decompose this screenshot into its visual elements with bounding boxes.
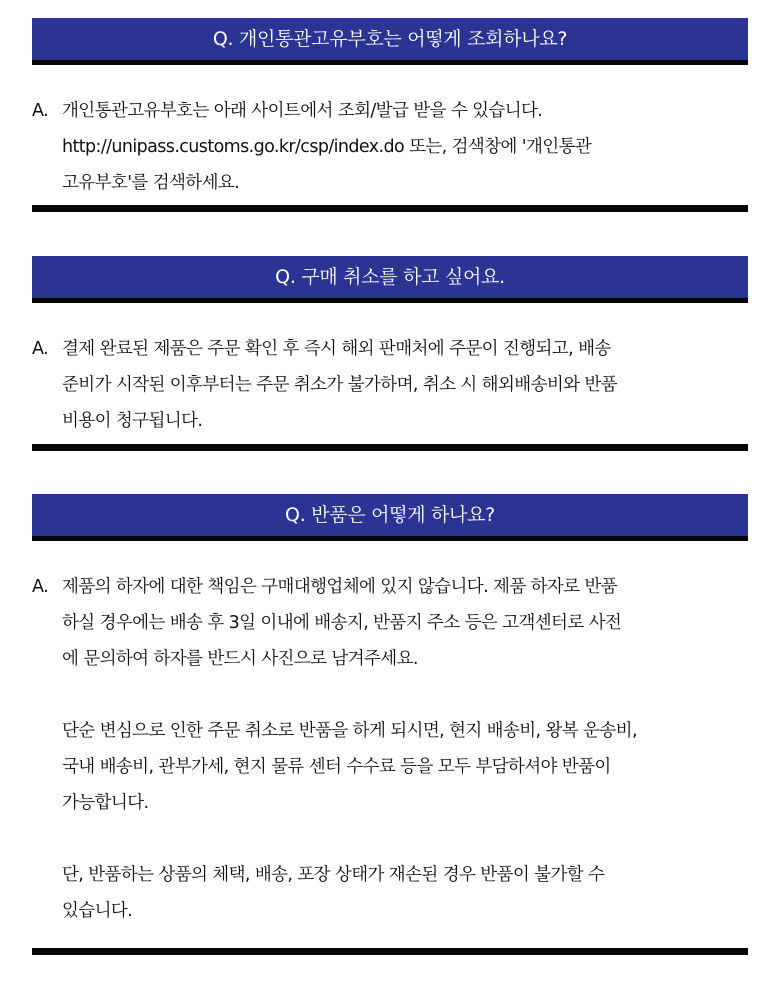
section-divider [32, 205, 748, 212]
question-heading: Q. 구매 취소를 하고 싶어요. [32, 256, 748, 303]
answer-marker: A. [32, 577, 49, 597]
answer-marker: A. [32, 101, 49, 121]
answer-line: http://unipass.customs.go.kr/csp/index.do 또는, 검색창에 '개인통관 [62, 137, 592, 157]
answer-line: 결제 완료된 제품은 주문 확인 후 즉시 해외 판매처에 주문이 진행되고, 배송 [62, 339, 611, 359]
paragraph-spacer [62, 677, 748, 713]
section-divider [32, 444, 748, 451]
answer-line: 고유부호'를 검색하세요. [62, 173, 240, 193]
answer-line: 하실 경우에는 배송 후 3일 이내에 배송지, 반품지 주소 등은 고객센터로 사전 [62, 613, 622, 633]
faq-item-returns [32, 494, 748, 929]
answer-line: 국내 배송비, 관부가세, 현지 물류 센터 수수료 등을 모두 부담하셔야 반품이 [62, 757, 611, 777]
answer-line: 단, 반품하는 상품의 체택, 배송, 포장 상태가 재손된 경우 반품이 불가할 수 [62, 865, 605, 885]
question-heading: Q. 반품은 어떻게 하나요? [32, 494, 748, 541]
answer-line: 준비가 시작된 이후부터는 주문 취소가 불가하며, 취소 시 해외배송비와 반품 [62, 375, 618, 395]
answer-line: 단순 변심으로 인한 주문 취소로 반품을 하게 되시면, 현지 배송비, 왕복 운송비, [62, 721, 637, 741]
answer-marker: A. [32, 339, 49, 359]
answer-block [32, 93, 748, 201]
answer-block [32, 331, 748, 439]
answer-line: 개인통관고유부호는 아래 사이트에서 조회/발급 받을 수 있습니다. [62, 101, 543, 121]
faq-item-unipass-code [32, 18, 748, 201]
section-divider [32, 948, 748, 955]
answer-line: 가능합니다. [62, 793, 149, 813]
faq-item-cancel-order [32, 256, 748, 439]
answer-block [32, 569, 748, 929]
answer-line: 제품의 하자에 대한 책임은 구매대행업체에 있지 않습니다. 제품 하자로 반품 [62, 577, 618, 597]
paragraph-spacer [62, 821, 748, 857]
answer-line: 비용이 청구됩니다. [62, 411, 203, 431]
answer-line: 에 문의하여 하자를 반드시 사진으로 남겨주세요. [62, 649, 418, 669]
answer-line: 있습니다. [62, 901, 133, 921]
question-heading: Q. 개인통관고유부호는 어떻게 조회하나요? [32, 18, 748, 65]
